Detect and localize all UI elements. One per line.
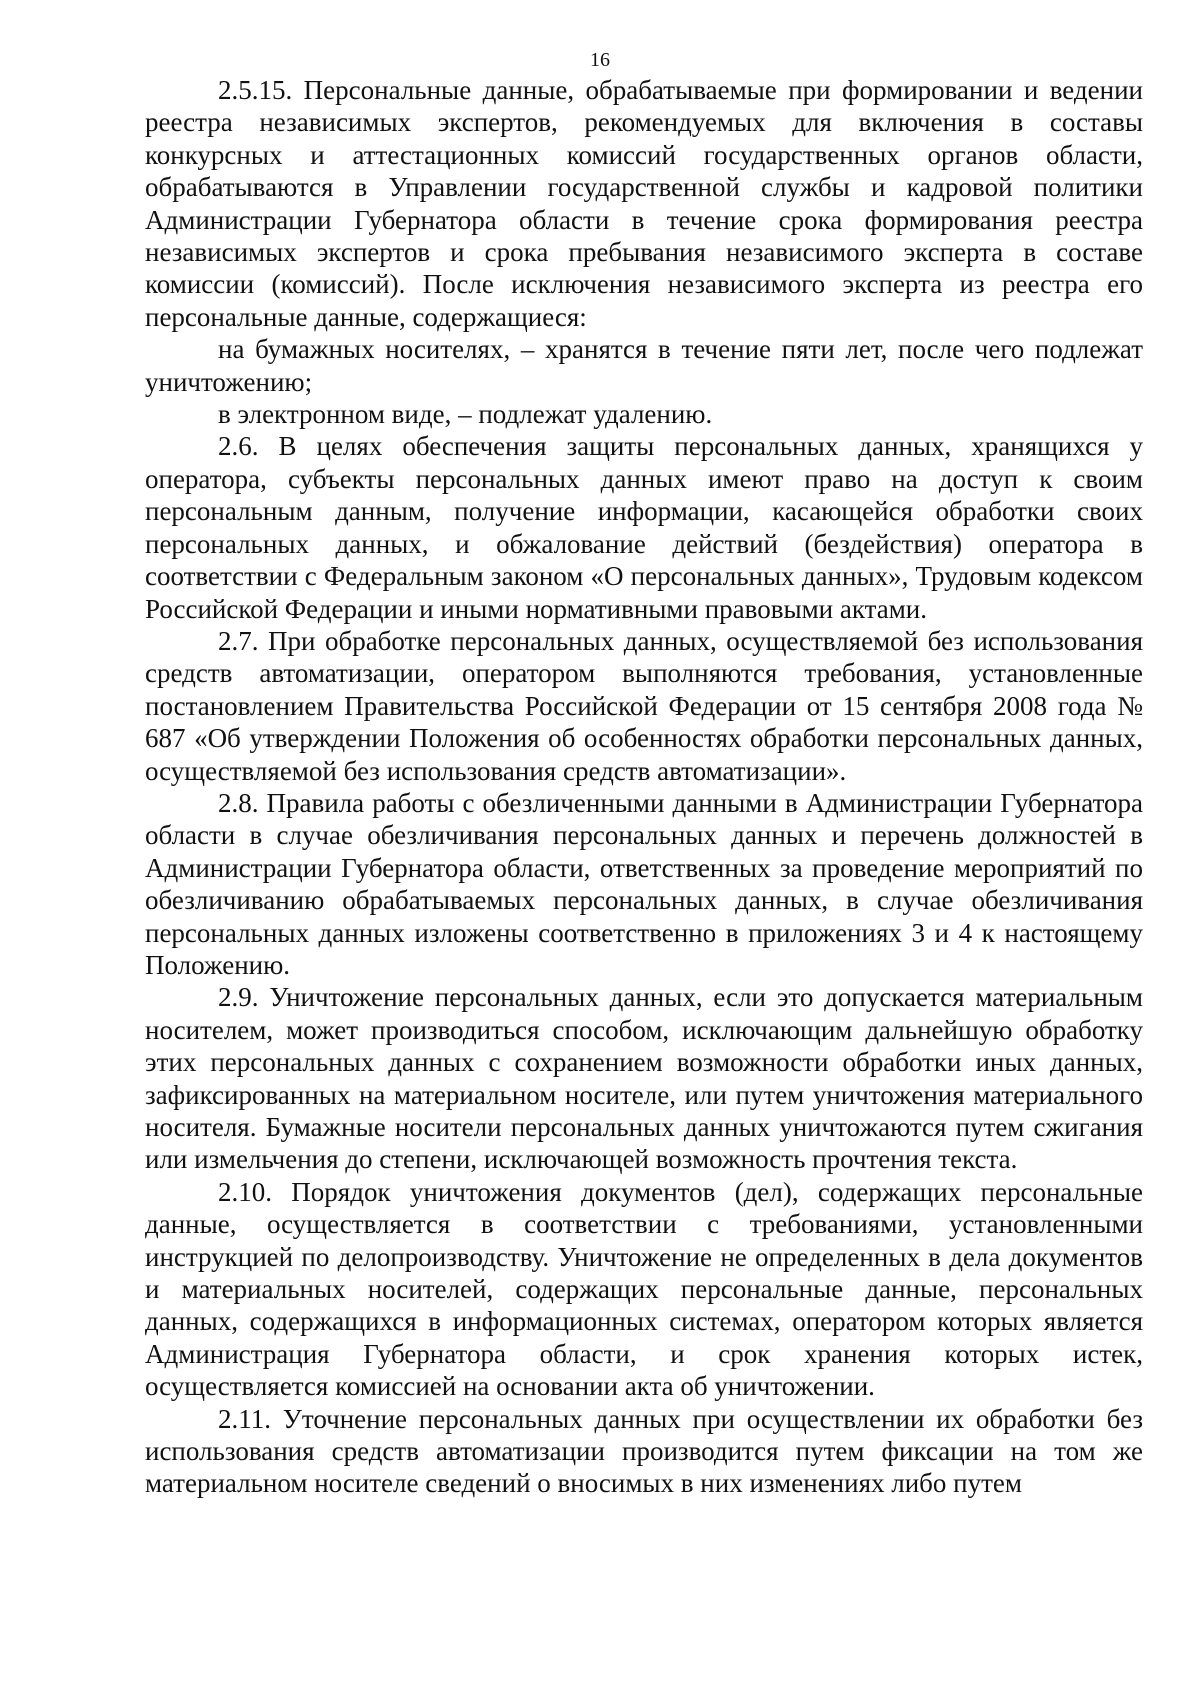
paragraph-paper-media: на бумажных носителях, – хранятся в течение пяти лет, после чего подлежат уничтожению; (145, 334, 1143, 397)
paragraph-2-5-15: 2.5.15. Персональные данные, обрабатываемые при формировании и ведении реестра независимых экспертов, рекомендуемых для включения в составы конкурсных и аттестационных комиссий государственных органов области, обрабатываются в Управлении государственной службы и кадровой политики Администрации Губернатора области в течение срока формирования реестра независимых экспертов и срока пребывания независимого эксперта в составе комиссии (комиссий). После исключения независимого эксперта из реестра его персональные данные, содержащиеся: (145, 75, 1143, 332)
paragraph-2-11: 2.11. Уточнение персональных данных при осуществлении их обработки без использования средств автоматизации производится путем фиксации на том же материальном носителе сведений о вносимых в них изменениях либо путем (145, 1403, 1143, 1499)
document-body (145, 74, 1143, 1500)
page-number: 16 (590, 49, 610, 71)
paragraph-2-6: 2.6. В целях обеспечения защиты персональных данных, хранящихся у оператора, субъекты персональных данных имеют право на доступ к своим персональным данным, получение информации, касающейся обработки своих персональных данных, и обжалование действий (бездействия) оператора в соответствии с Федеральным законом «О персональных данных», Трудовым кодексом Российской Федерации и иными нормативными правовыми актами. (145, 431, 1143, 624)
paragraph-2-8: 2.8. Правила работы с обезличенными данными в Администрации Губернатора области в случае обезличивания персональных данных и перечень должностей в Администрации Губернатора области, ответственных за проведение мероприятий по обезличиванию обрабатываемых персональных данных, в случае обезличивания персональных данных изложены соответственно в приложениях 3 и 4 к настоящему Положению. (145, 787, 1143, 980)
paragraph-2-7: 2.7. При обработке персональных данных, осуществляемой без использования средств автоматизации, оператором выполняются требования, установленные постановлением Правительства Российской Федерации от 15 сентября 2008 года № 687 «Об утверждении Положения об особенностях обработки персональных данных, осуществляемой без использования средств автоматизации». (145, 625, 1143, 786)
paragraph-electronic-form: в электронном виде, – подлежат удалению. (218, 399, 713, 430)
paragraph-2-9: 2.9. Уничтожение персональных данных, если это допускается материальным носителем, может производиться способом, исключающим дальнейшую обработку этих персональных данных с сохранением возможности обработки иных данных, зафиксированных на материальном носителе, или путем уничтожения материального носителя. Бумажные носители персональных данных уничтожаются путем сжигания или измельчения до степени, исключающей возможность прочтения текста. (145, 982, 1143, 1175)
paragraph-2-10: 2.10. Порядок уничтожения документов (дел), содержащих персональные данные, осуществляется в соответствии с требованиями, установленными инструкцией по делопроизводству. Уничтожение не определенных в дела документов и материальных носителей, содержащих персональные данные, персональных данных, содержащихся в информационных системах, оператором которых является Администрация Губернатора области, и срок хранения которых истек, осуществляется комиссией на основании акта об уничтожении. (145, 1176, 1143, 1402)
